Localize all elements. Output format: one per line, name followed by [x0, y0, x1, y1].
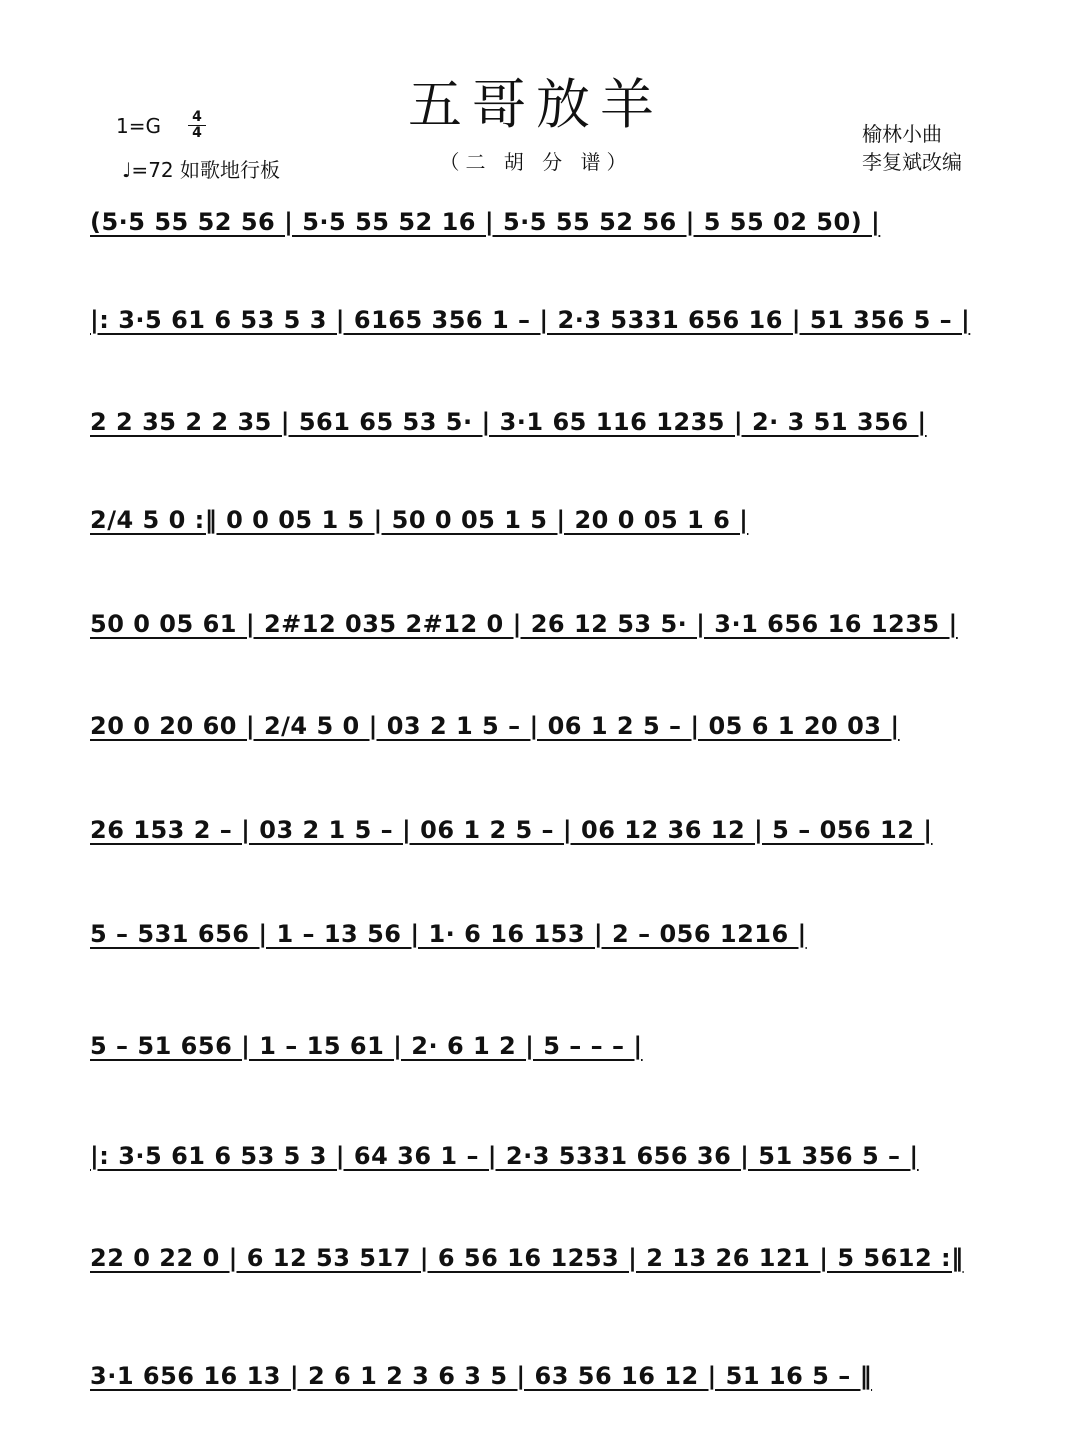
key-signature: 1=G [116, 114, 161, 138]
score-row [90, 1244, 1000, 1284]
score-row-notes: 50 0 05 61 | 2#12 035 2#12 0 | 26 12 53 5· | 3·1 656 16 1235 | [90, 610, 958, 638]
score-row [90, 920, 1000, 960]
time-signature-bottom: 4 [192, 125, 202, 141]
score-row-notes: |: 3·5 61 6 53 5 3 | 64 36 1 – | 2·3 5331 656 36 | 51 356 5 – | [90, 1142, 919, 1170]
score-row [90, 506, 1000, 546]
credit-arranger: 李复斌改编 [862, 150, 962, 174]
time-signature [188, 110, 206, 141]
score-row [90, 208, 1000, 248]
score-row [90, 610, 1000, 650]
tempo-marking: ♩=72 如歌地行板 [122, 158, 280, 182]
score-row [90, 408, 1000, 448]
score-title: 五哥放羊 [408, 73, 664, 136]
score-subtitle: （二 胡 分 谱） [439, 150, 633, 174]
score-row-notes: (5·5 55 52 56 | 5·5 55 52 16 | 5·5 55 52 56 | 5 55 02 50) | [90, 208, 881, 236]
score-row-notes: 5 – 531 656 | 1 – 13 56 | 1· 6 16 153 | 2 – 056 1216 | [90, 920, 807, 948]
score-row-notes: 26 153 2 – | 03 2 1 5 – | 06 1 2 5 – | 06 12 36 12 | 5 – 056 12 | [90, 816, 933, 844]
time-signature-top: 4 [192, 109, 202, 125]
score-row-notes: 22 0 22 0 | 6 12 53 517 | 6 56 16 1253 | 2 13 26 121 | 5 5612 :‖ [90, 1244, 964, 1272]
score-row-notes: 3·1 656 16 13 | 2 6 1 2 3 6 3 5 | 63 56 16 12 | 51 16 5 – ‖ [90, 1362, 873, 1390]
score-row [90, 712, 1000, 752]
score-row [90, 1142, 1000, 1182]
score-row-notes: |: 3·5 61 6 53 5 3 | 6165 356 1 – | 2·3 5331 656 16 | 51 356 5 – | [90, 306, 971, 334]
score-row [90, 816, 1000, 856]
score-row-notes: 20 0 20 60 | 2/4 5 0 | 03 2 1 5 – | 06 1 2 5 – | 05 6 1 20 03 | [90, 712, 900, 740]
score-row-notes: 2/4 5 0 :‖ 0 0 05 1 5 | 50 0 05 1 5 | 20 0 05 1 6 | [90, 506, 749, 534]
score-row-notes: 5 – 51 656 | 1 – 15 61 | 2· 6 1 2 | 5 – – – | [90, 1032, 643, 1060]
credit-origin: 榆林小曲 [862, 122, 942, 146]
score-row [90, 1032, 1000, 1072]
score-row-notes: 2 2 35 2 2 35 | 561 65 53 5· | 3·1 65 116 1235 | 2· 3 51 356 | [90, 408, 927, 436]
score-row [90, 306, 1000, 346]
score-row [90, 1362, 1000, 1402]
